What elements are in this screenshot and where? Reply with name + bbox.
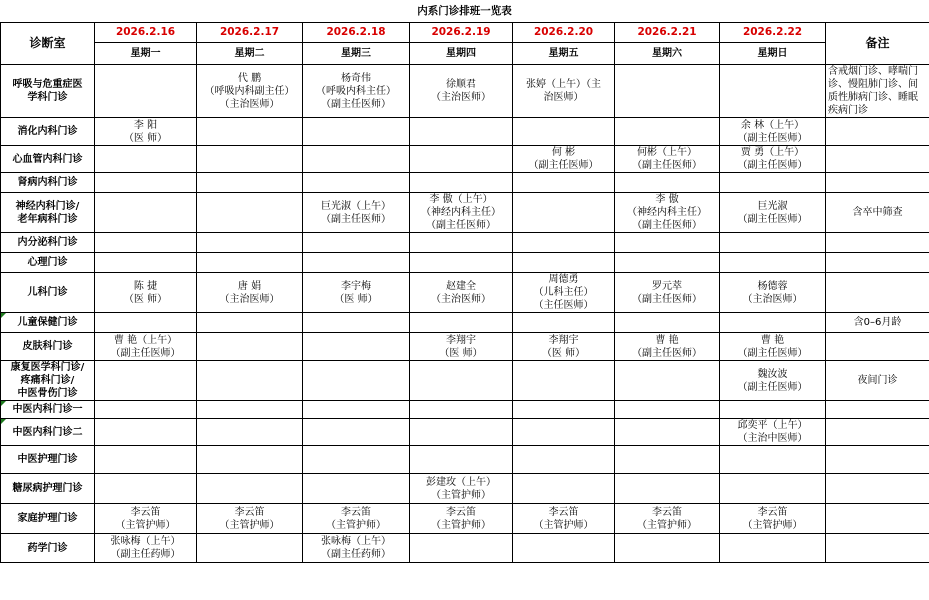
schedule-cell [303,419,410,446]
schedule-cell [513,313,615,333]
schedule-row [1,504,929,534]
doctor-line: 张咏梅（上午） [321,536,391,547]
schedule-cell [720,446,826,474]
schedule-row [1,253,929,273]
doctor-line: 彭建玫（上午） [426,476,496,488]
doctor-line: （副主任医师） [737,132,808,144]
schedule-cell [303,401,410,419]
schedule-cell [513,534,615,563]
doctor-line: （医 师） [123,132,168,144]
doctor-line: （主治中医师） [737,433,808,444]
schedule-cell [197,193,303,233]
remark-cell: 含戒烟门诊、哮喘门诊、慢阻肺门诊、间质性肺病门诊、睡眠疾病门诊 [826,65,929,118]
schedule-cell [95,446,197,474]
schedule-cell [197,65,303,118]
remark-column-header: 备注 [826,23,929,65]
schedule-cell [410,233,513,253]
department-name: 皮肤科门诊 [1,333,95,361]
schedule-cell [720,118,826,146]
department-name: 药学门诊 [1,534,95,563]
doctor-line: （主治医师） [431,92,491,103]
schedule-cell [410,474,513,504]
doctor-line: 何彬（上午） [637,147,697,158]
schedule-cell [410,313,513,333]
department-name: 儿科门诊 [1,273,95,313]
doctor-line: （主管护师） [326,519,386,531]
doctor-line: （医 师） [541,347,586,359]
doctor-line: 徐顺君 [446,79,476,90]
remark-cell [826,419,929,446]
sheet-title: 内系门诊排班一览表 [417,5,512,17]
doctor-line: 张婷（上午）（主 [526,79,601,90]
schedule-cell [197,118,303,146]
doctor-line: 何 彬 [551,147,576,158]
schedule-cell [95,193,197,233]
doctor-line: （副主任医师） [632,160,702,171]
schedule-cell [410,446,513,474]
doctor-line: （儿科主任） [533,287,594,298]
doctor-line: （主管护师） [637,519,697,531]
schedule-cell [615,253,720,273]
schedule-cell [513,419,615,446]
schedule-cell [303,65,410,118]
doctor-line: 李翔宇 [446,334,476,346]
doctor-line: （副主任医师） [737,213,808,225]
doctor-line: 张咏梅（上午） [110,536,181,547]
schedule-cell [720,333,826,361]
schedule-cell [303,253,410,273]
remark-cell [826,233,929,253]
weekday-header: 星期一 [95,43,197,65]
schedule-row [1,193,929,233]
date-header: 2026.2.20 [513,23,615,43]
dept-column-header: 诊断室 [1,23,95,65]
department-name-line: 康复医学科门诊/ [10,362,85,373]
schedule-body [1,23,929,563]
remark-cell: 含0–6月龄 [826,313,929,333]
doctor-line: （副主任医师） [110,347,181,359]
doctor-line: 曹 艳（上午） [113,334,178,346]
schedule-cell [303,333,410,361]
schedule-cell [513,253,615,273]
weekday-header: 星期日 [720,43,826,65]
doctor-line: 罗元萃 [652,280,682,292]
schedule-cell [720,233,826,253]
schedule-cell [410,534,513,563]
schedule-cell [410,118,513,146]
schedule-row [1,446,929,474]
department-name-line: 呼吸与危重症医 [12,79,83,90]
weekday-header: 星期六 [615,43,720,65]
schedule-cell [513,333,615,361]
schedule-cell [720,534,826,563]
schedule-cell [410,253,513,273]
remark-cell: 夜间门诊 [826,361,929,401]
schedule-cell [513,233,615,253]
schedule-cell [513,361,615,401]
schedule-row [1,534,929,563]
schedule-cell [95,173,197,193]
schedule-cell [720,273,826,313]
schedule-cell [410,193,513,233]
schedule-cell [95,401,197,419]
doctor-line: 李云笛 [234,506,265,518]
doctor-line: 李翔宇 [548,334,579,346]
schedule-cell [720,65,826,118]
schedule-cell [720,504,826,534]
schedule-cell [615,401,720,419]
doctor-line: （副主任医师） [737,381,808,393]
remark-cell [826,273,929,313]
doctor-line: （神经内科主任） [627,207,707,218]
schedule-cell [615,446,720,474]
schedule-cell [615,173,720,193]
schedule-cell [615,361,720,401]
schedule-cell [197,146,303,173]
schedule-cell [615,504,720,534]
doctor-line: （主管护师） [115,519,176,531]
schedule-row [1,333,929,361]
schedule-cell [615,419,720,446]
schedule-cell [513,193,615,233]
schedule-cell [95,253,197,273]
schedule-cell [95,273,197,313]
schedule-cell [720,173,826,193]
schedule-cell [303,273,410,313]
schedule-cell [303,118,410,146]
doctor-line: （主管护师） [219,519,280,531]
schedule-row [1,146,929,173]
remark-cell: 含卒中筛查 [826,193,929,233]
date-header: 2026.2.21 [615,23,720,43]
schedule-cell [615,273,720,313]
doctor-line: 陈 捷 [133,280,158,292]
doctor-line: （副主任医师） [737,160,808,171]
schedule-cell [720,313,826,333]
doctor-line: 赵建全 [446,280,476,292]
doctor-line: （主治医师） [219,293,280,305]
schedule-row [1,273,929,313]
doctor-line: 巨光淑 [757,200,788,212]
doctor-line: 杨奇伟 [341,72,371,84]
department-name-line: 疼痛科门诊/ [20,375,75,386]
remark-cell [826,474,929,504]
schedule-cell [720,401,826,419]
schedule-cell [513,474,615,504]
doctor-line: 李云笛 [652,506,682,518]
schedule-cell [410,504,513,534]
doctor-line: （主管护师） [431,519,491,531]
doctor-line: （副主任药师） [110,549,181,560]
doctor-line: （神经内科主任） [421,207,501,218]
doctor-line: （主管护师） [742,519,803,531]
schedule-row [1,233,929,253]
doctor-line: （副主任医师） [737,347,808,359]
schedule-cell [303,446,410,474]
schedule-cell [95,534,197,563]
schedule-row [1,419,929,446]
schedule-cell [410,273,513,313]
schedule-row [1,313,929,333]
schedule-cell [410,333,513,361]
schedule-cell [197,401,303,419]
weekday-header: 星期四 [410,43,513,65]
doctor-line: 周德勇 [548,274,579,285]
schedule-cell [303,233,410,253]
schedule-cell [720,193,826,233]
doctor-line: 李云笛 [341,506,371,518]
schedule-cell [513,504,615,534]
remark-cell [826,333,929,361]
schedule-cell [410,146,513,173]
schedule-cell [513,118,615,146]
schedule-cell [197,253,303,273]
doctor-line: （医 师） [334,293,378,305]
department-name: 心血管内科门诊 [1,146,95,173]
schedule-cell [95,65,197,118]
schedule-cell [615,313,720,333]
doctor-line: 魏汝波 [757,368,788,380]
schedule-cell [197,504,303,534]
doctor-line: 曹 艳 [655,334,679,346]
remark-cell [826,146,929,173]
doctor-line: （医 师） [439,347,483,359]
department-name [1,65,95,118]
schedule-row [1,118,929,146]
doctor-line: 李云笛 [548,506,579,518]
schedule-cell [303,361,410,401]
schedule-cell [410,401,513,419]
schedule-cell [197,233,303,253]
department-name-line: 中医骨伤门诊 [17,388,78,399]
schedule-cell [513,173,615,193]
schedule-cell [303,193,410,233]
department-name: 中医内科门诊一 [1,401,95,419]
date-header: 2026.2.18 [303,23,410,43]
schedule-cell [197,534,303,563]
schedule-cell [513,146,615,173]
department-name-line: 学科门诊 [27,92,68,103]
doctor-line: 李 阳 [133,119,158,131]
doctor-line: 唐 娟 [237,280,262,292]
schedule-cell [95,504,197,534]
schedule-cell [95,474,197,504]
department-name: 糖尿病护理门诊 [1,474,95,504]
doctor-line: 邱奕平（上午） [737,420,808,431]
department-name: 内分泌科门诊 [1,233,95,253]
schedule-cell [197,333,303,361]
remark-cell [826,446,929,474]
schedule-cell [95,361,197,401]
schedule-cell [410,65,513,118]
doctor-line: 巨光淑（上午） [321,200,391,212]
date-header: 2026.2.16 [95,23,197,43]
doctor-line: 余 林（上午） [740,119,805,131]
schedule-cell [615,65,720,118]
schedule-row [1,173,929,193]
schedule-cell [95,333,197,361]
doctor-line: 代 鹏 [237,72,262,84]
schedule-cell [197,273,303,313]
schedule-cell [303,173,410,193]
schedule-row [1,474,929,504]
schedule-cell [615,233,720,253]
schedule-cell [95,419,197,446]
doctor-line: 李宇梅 [341,280,371,292]
department-name: 心理门诊 [1,253,95,273]
doctor-line: （主管护师） [431,489,491,501]
doctor-line: 李云笛 [757,506,788,518]
schedule-cell [303,313,410,333]
schedule-cell [615,474,720,504]
doctor-line: （呼吸内科主任） [316,85,396,97]
department-name: 消化内科门诊 [1,118,95,146]
schedule-table [0,22,929,563]
schedule-cell [410,173,513,193]
weekday-header: 星期二 [197,43,303,65]
header-date-row [1,23,929,43]
department-name-line: 老年病科门诊 [17,213,78,225]
department-name: 肾病内科门诊 [1,173,95,193]
schedule-cell [197,446,303,474]
doctor-line: 杨德蓉 [757,280,788,292]
date-header: 2026.2.22 [720,23,826,43]
schedule-cell [615,193,720,233]
schedule-cell [513,446,615,474]
doctor-line: 曹 艳 [760,334,785,346]
doctor-line: 李 傲 [655,194,679,205]
remark-cell [826,253,929,273]
remark-cell [826,118,929,146]
doctor-line: （主治医师） [219,98,280,110]
date-header: 2026.2.19 [410,23,513,43]
schedule-cell [303,504,410,534]
department-name [1,361,95,401]
schedule-cell [720,474,826,504]
doctor-line: （副主任医师） [321,98,391,110]
doctor-line: （副主任医师） [528,160,599,171]
schedule-cell [615,118,720,146]
doctor-line: （副主任医师） [632,347,702,359]
schedule-cell [303,474,410,504]
schedule-row [1,361,929,401]
doctor-line: （主治医师） [431,293,491,305]
doctor-line: （主治医师） [742,293,803,305]
doctor-line: （主管护师） [533,519,594,531]
doctor-line: 李 傲（上午） [429,194,493,205]
department-name: 儿童保健门诊 [1,313,95,333]
doctor-line: 李云笛 [446,506,476,518]
schedule-cell [95,233,197,253]
schedule-cell [197,361,303,401]
schedule-cell [720,253,826,273]
doctor-line: 李云笛 [130,506,161,518]
department-name: 家庭护理门诊 [1,504,95,534]
schedule-cell [720,361,826,401]
schedule-cell [303,146,410,173]
department-name: 中医内科门诊二 [1,419,95,446]
doctor-line: （副主任医师） [426,220,496,231]
doctor-line: （呼吸内科副主任） [204,85,295,97]
schedule-cell [720,419,826,446]
doctor-line: （副主任药师） [321,549,391,560]
remark-cell [826,173,929,193]
date-header: 2026.2.17 [197,23,303,43]
schedule-cell [615,146,720,173]
schedule-row [1,65,929,118]
remark-cell [826,504,929,534]
schedule-cell [197,474,303,504]
schedule-cell [197,173,303,193]
schedule-cell [95,118,197,146]
schedule-cell [720,146,826,173]
header-weekday-row [1,43,929,65]
doctor-line: （副主任医师） [632,293,702,305]
doctor-line: （主任医师） [533,300,594,311]
department-name-line: 神经内科门诊/ [15,200,80,212]
schedule-cell [615,333,720,361]
schedule-cell [513,401,615,419]
schedule-cell [513,65,615,118]
department-name [1,193,95,233]
department-name: 中医护理门诊 [1,446,95,474]
schedule-row [1,401,929,419]
schedule-cell [95,146,197,173]
schedule-cell [197,419,303,446]
doctor-line: （副主任医师） [632,220,702,231]
schedule-cell [95,313,197,333]
weekday-header: 星期五 [513,43,615,65]
weekday-header: 星期三 [303,43,410,65]
doctor-line: 治医师） [543,92,584,103]
doctor-line: 贾 勇（上午） [740,147,805,158]
schedule-cell [303,534,410,563]
schedule-cell [410,419,513,446]
doctor-line: （副主任医师） [321,213,391,225]
doctor-line: （医 师） [123,293,168,305]
schedule-cell [513,273,615,313]
remark-cell [826,401,929,419]
schedule-cell [197,313,303,333]
schedule-cell [615,534,720,563]
remark-cell [826,534,929,563]
schedule-cell [410,361,513,401]
